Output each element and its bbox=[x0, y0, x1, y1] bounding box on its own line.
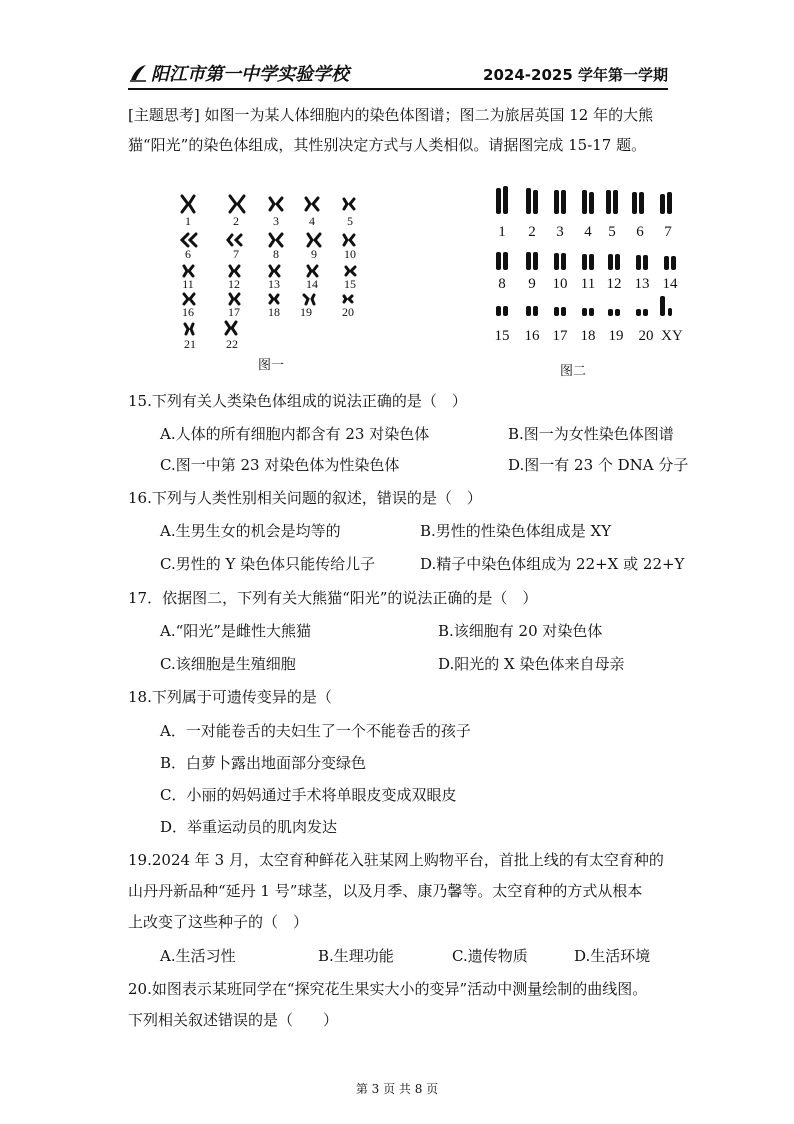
question-18-option-b[interactable]: B．白萝卜露出地面部分变绿色 bbox=[160, 754, 367, 772]
intro-line-1: [主题思考] 如图一为某人体细胞内的染色体图谱；图二为旅居英国 12 年的大熊 bbox=[128, 106, 654, 124]
question-15-stem: 15.下列有关人类染色体组成的说法正确的是（ ） bbox=[128, 392, 467, 410]
fig2-label: 17 bbox=[552, 328, 568, 344]
fig2-label: XY bbox=[661, 328, 683, 344]
fig2-label: 9 bbox=[528, 276, 536, 292]
fig1-label: 7 bbox=[233, 247, 239, 261]
fig1-label: 14 bbox=[306, 277, 318, 291]
question-16-option-c[interactable]: C.男性的 Y 染色体只能传给儿子 bbox=[160, 555, 376, 573]
question-17-option-a[interactable]: A.“阳光”是雌性大熊猫 bbox=[160, 622, 311, 640]
fig2-label: 2 bbox=[528, 224, 536, 240]
fig2-label: 7 bbox=[664, 224, 672, 240]
fig1-label: 6 bbox=[185, 247, 191, 261]
question-17-option-c[interactable]: C.该细胞是生殖细胞 bbox=[160, 655, 296, 673]
fig2-label: 19 bbox=[608, 328, 624, 344]
question-19-stem-line: 19.2024 年 3 月，太空育种鲜花入驻某网上购物平台，首批上线的有太空育种的 bbox=[128, 851, 664, 869]
fig1-label: 10 bbox=[344, 247, 356, 261]
figure-2-caption: 图二 bbox=[560, 364, 587, 379]
fig1-label: 19 bbox=[300, 305, 312, 319]
fig2-label: 20 bbox=[638, 328, 654, 344]
fig1-label: 4 bbox=[309, 214, 315, 228]
fig1-label: 17 bbox=[228, 305, 240, 319]
fig2-label: 18 bbox=[580, 328, 596, 344]
fig2-label: 14 bbox=[662, 276, 678, 292]
fig1-label: 22 bbox=[226, 337, 238, 351]
question-19-option-c[interactable]: C.遗传物质 bbox=[452, 947, 528, 965]
fig2-label: 8 bbox=[498, 276, 506, 292]
question-19-option-b[interactable]: B.生理功能 bbox=[318, 947, 394, 965]
fig1-label: 3 bbox=[273, 214, 279, 228]
fig2-label: 10 bbox=[552, 276, 568, 292]
fig1-label: 11 bbox=[182, 277, 194, 291]
question-16-option-b[interactable]: B.男性的性染色体组成是 XY bbox=[420, 522, 612, 540]
figure-1-karyogram bbox=[170, 190, 390, 360]
figure-2-karyotype bbox=[486, 180, 696, 350]
question-15-option-d[interactable]: D.图一有 23 个 DNA 分子 bbox=[508, 456, 689, 474]
fig1-label: 12 bbox=[228, 277, 240, 291]
question-15-option-c[interactable]: C.图一中第 23 对染色体为性染色体 bbox=[160, 456, 400, 474]
question-18-option-c[interactable]: C．小丽的妈妈通过手术将单眼皮变成双眼皮 bbox=[160, 786, 457, 804]
fig1-label: 21 bbox=[184, 337, 196, 351]
fig2-label: 16 bbox=[524, 328, 540, 344]
fig1-label: 5 bbox=[347, 214, 353, 228]
fig2-label: 11 bbox=[580, 276, 596, 292]
fig2-label: 15 bbox=[494, 328, 510, 344]
fig1-label: 1 bbox=[185, 214, 191, 228]
fig2-label: 6 bbox=[636, 224, 644, 240]
school-name: 阳江市第一中学实验学校 bbox=[128, 60, 349, 86]
question-17-option-d[interactable]: D.阳光的 X 染色体来自母亲 bbox=[438, 655, 625, 673]
question-15-option-b[interactable]: B.图一为女性染色体图谱 bbox=[508, 425, 674, 443]
page-header bbox=[128, 56, 668, 90]
fig2-label: 1 bbox=[498, 224, 506, 240]
question-20-stem-line: 下列相关叙述错误的是（ ） bbox=[128, 1011, 339, 1029]
fig1-label: 13 bbox=[268, 277, 280, 291]
question-18-stem: 18.下列属于可遗传变异的是（ bbox=[128, 688, 332, 706]
fig2-label: 13 bbox=[634, 276, 650, 292]
question-17-option-b[interactable]: B.该细胞有 20 对染色体 bbox=[438, 622, 603, 640]
fig2-label: 5 bbox=[608, 224, 616, 240]
fig1-label: 15 bbox=[344, 277, 356, 291]
question-16-option-d[interactable]: D.精子中染色体组成为 22+X 或 22+Y bbox=[420, 555, 685, 573]
fig2-label: 12 bbox=[606, 276, 622, 292]
fig2-label: 3 bbox=[556, 224, 564, 240]
school-logo-icon bbox=[128, 63, 148, 83]
fig1-label: 8 bbox=[273, 247, 279, 261]
question-19-stem-line: 山丹丹新品种“延丹 1 号”球茎，以及月季、康乃馨等。太空育种的方式从根本 bbox=[128, 882, 643, 900]
question-15-option-a[interactable]: A.人体的所有细胞内都含有 23 对染色体 bbox=[160, 425, 430, 443]
page-footer: 第 3 页 共 8 页 bbox=[355, 1082, 439, 1096]
intro-line-2: 猫“阳光”的染色体组成，其性别决定方式与人类相似。请据图完成 15-17 题。 bbox=[128, 136, 647, 154]
fig1-label: 2 bbox=[233, 214, 239, 228]
fig1-label: 18 bbox=[268, 305, 280, 319]
question-19-stem-line: 上改变了这些种子的（ ） bbox=[128, 913, 309, 931]
question-16-stem: 16.下列与人类性别相关问题的叙述，错误的是（ ） bbox=[128, 489, 482, 507]
figure-1-caption: 图一 bbox=[258, 358, 285, 373]
question-19-option-d[interactable]: D.生活环境 bbox=[574, 947, 651, 965]
fig1-label: 16 bbox=[182, 305, 194, 319]
question-17-stem: 17．依据图二，下列有关大熊猫“阳光”的说法正确的是（ ） bbox=[128, 589, 538, 607]
question-16-option-a[interactable]: A.生男生女的机会是均等的 bbox=[160, 522, 341, 540]
question-18-option-a[interactable]: A．一对能卷舌的夫妇生了一个不能卷舌的孩子 bbox=[160, 722, 471, 740]
fig2-label: 4 bbox=[584, 224, 592, 240]
question-19-option-a[interactable]: A.生活习性 bbox=[160, 947, 236, 965]
term-label: 2024-2025 学年第一学期 bbox=[483, 66, 668, 84]
question-20-stem-line: 20.如图表示某班同学在“探究花生果实大小的变异”活动中测量绘制的曲线图。 bbox=[128, 980, 648, 998]
question-18-option-d[interactable]: D．举重运动员的肌肉发达 bbox=[160, 818, 338, 836]
fig1-label: 9 bbox=[311, 247, 317, 261]
fig1-label: 20 bbox=[342, 305, 354, 319]
